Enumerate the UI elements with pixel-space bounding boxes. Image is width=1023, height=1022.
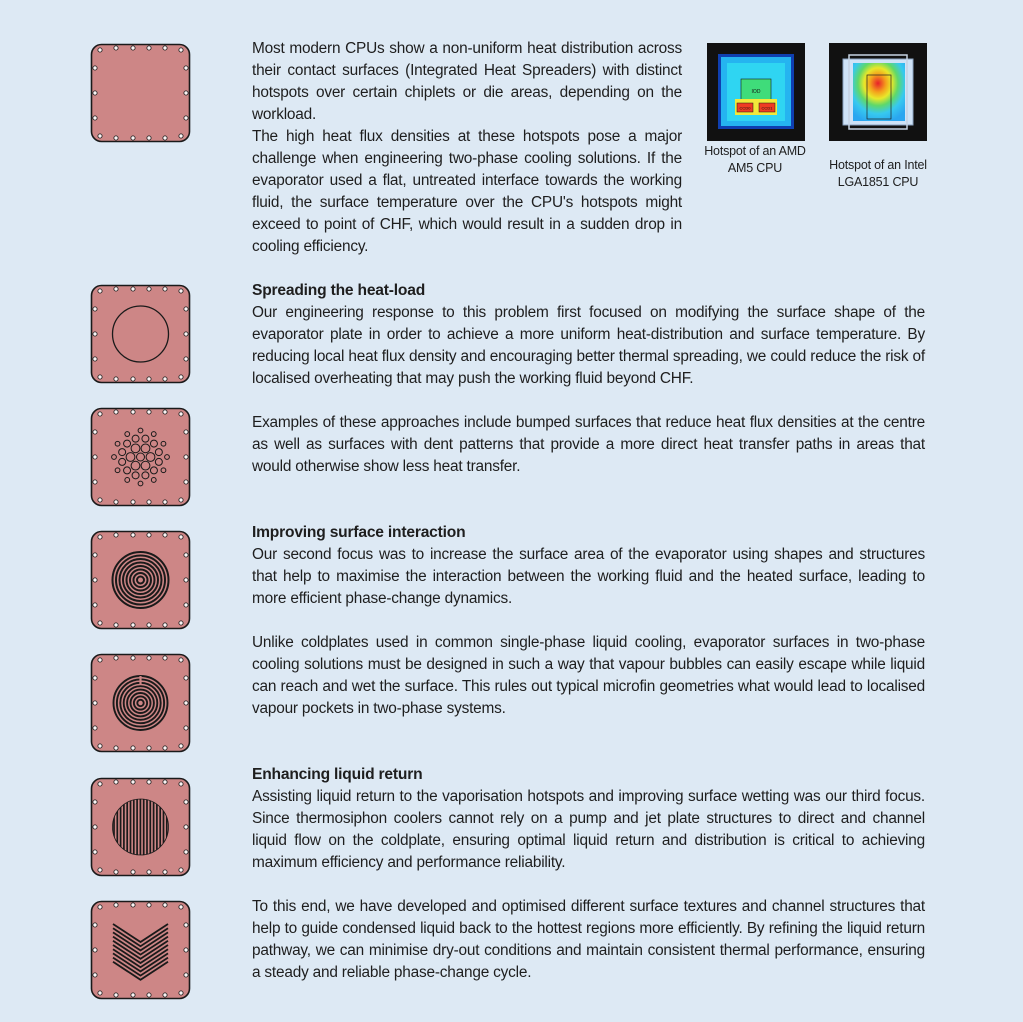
chevron-channel-plate-icon — [90, 900, 191, 1000]
bump-plate-icon — [90, 284, 191, 384]
section-heading-liquid-return: Enhancing liquid return — [252, 766, 423, 783]
ccd1-label: CCD1 — [761, 105, 773, 111]
vertical-channel-plate-icon — [90, 777, 191, 877]
section-spreading-paragraph-2: Examples of these approaches include bumped surfaces that reduce heat flux densities at the centre as well as surfaces with dent patterns that provide a more direct heat transfer paths in areas that would otherwise show less heat transfer. — [252, 414, 925, 475]
section-liquid-return-paragraph-1: Assisting liquid return to the vaporisation hotspots and improving surface wetting was our third focus. Since thermosiphon coolers cannot rely on a pump and jet plate structures to direct and channel liquid flow on the coldplate, ensuring optimal liquid return and distribution is critical to achieving maximum efficiency and performance reliability. — [252, 788, 925, 871]
section-interaction-paragraph-2: Unlike coldplates used in common single-phase liquid cooling, evaporator surfaces in two-phase cooling solutions must be designed in such a way that vapour bubbles can easily escape while liquid can reach and wet the surface. This rules out typical microfin geometries what would lead to localised vapour pockets in two-phase systems. — [252, 634, 925, 717]
section-liquid-return-paragraph-2: To this end, we have developed and optimised different surface textures and channel structures that help to guide condensed liquid back to the hottest regions more efficiently. By refining the liquid return pathway, we can minimise dry-out conditions and maintain consistent thermal performance, ensuring a steady and reliable phase-change cycle. — [252, 898, 925, 981]
dent-pattern-plate-icon — [90, 407, 191, 507]
spiral-groove-plate-icon — [90, 653, 191, 753]
intro-paragraph-2: The high heat flux densities at these hotspots pose a major challenge when engineering two-phase cooling solutions. If the evaporator used a flat, untreated interface towards the working fluid, the surface temperature over the CPU's hotspots might exceed to point of CHF, which would result in a sudden drop in cooling efficiency. — [252, 128, 682, 255]
intel-caption: Hotspot of an Intel LGA1851 CPU — [829, 158, 927, 189]
section-heading-surface-interaction: Improving surface interaction — [252, 524, 466, 541]
amd-am5-thermal-image — [707, 43, 805, 141]
section-interaction-paragraph-1: Our second focus was to increase the surface area of the evaporator using shapes and structures that help to maximise the interaction between the working fluid and the heated surface, leading to more efficient phase-change dynamics. — [252, 546, 925, 607]
section-spreading-paragraph-1: Our engineering response to this problem first focused on modifying the surface shape of the evaporator plate in order to achieve a more uniform heat-distribution and surface temperature. By reducing local heat flux density and encouraging better thermal spreading, we could reduce the risk of localised overheating that may push the working fluid beyond CHF. — [252, 304, 925, 387]
concentric-ring-plate-icon — [90, 530, 191, 630]
flat-plate-icon — [90, 43, 191, 143]
ccd0-label: CCD0 — [739, 105, 751, 111]
intro-paragraph-1: Most modern CPUs show a non-uniform heat distribution across their contact surfaces (Integrated Heat Spreaders) with distinct hotspots over certain chiplets or die areas, depending on the workload. — [252, 40, 682, 123]
section-heading-spreading: Spreading the heat-load — [252, 282, 426, 299]
amd-caption: Hotspot of an AMD AM5 CPU — [704, 144, 806, 175]
iod-label: IOD — [751, 89, 761, 95]
intel-lga1851-thermal-image — [829, 43, 927, 141]
